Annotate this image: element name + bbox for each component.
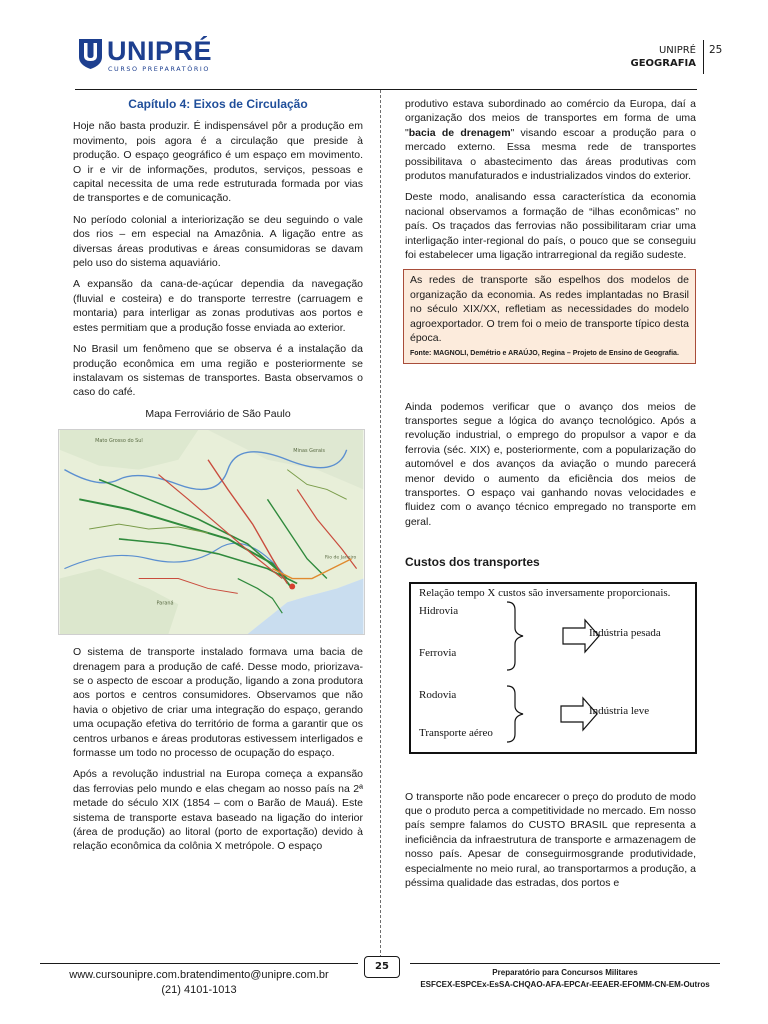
callout-text: As redes de transporte são espelhos dos modelos de organização da economia. As redes implantadas no Brasil no século XIX/XX, refletiam as necessidades do modelo agroexportador. O trem foi o meio de transporte típico desta época. [410, 274, 689, 345]
callout-source: Fonte: MAGNOLI, Demétrio e ARAÚJO, Regina – Projeto de Ensino de Geografia. [410, 349, 679, 357]
paragraph: No Brasil um fenômeno que se observa é a instalação da produção econômica em uma região e posteriormente se instalavam os sistemas de transportes. Basta observamos o caso do café. [73, 343, 363, 399]
map-label: Paraná [156, 600, 174, 607]
diagram-title: Relação tempo X custos são inversamente proporcionais. [419, 586, 671, 599]
paragraph: A expansão da cana-de-açúcar dependia da navegação (fluvial e costeira) e do transporte terrestre (carruagem e montaria) para interligar as zonas produtivas aos portos e estes permitiam que a produção fosse enviada ao exterior. [73, 278, 363, 334]
logo-subtitle: CURSO PREPARATÓRIO [108, 65, 210, 73]
footer-prep: Preparatório para Concursos Militares [492, 968, 638, 977]
paragraph: Deste modo, analisando essa característica da economia nacional observamos a formação de “ilhas econômicas” no país. Os traçados das ferrovias não possibilitaram criar uma interligação inter-regional do país, o pouco que se conseguiu foi estabelecer uma ligação intrarregional da região sudeste. [405, 191, 696, 262]
map-label: Mato Grosso do Sul [95, 438, 143, 445]
footer-rule-right [410, 963, 720, 964]
paragraph: Após a revolução industrial na Europa começa a expansão das ferrovias pelo mundo e elas chegam ao nosso país na 2ª metade do século XIX (1854 – com o Barão de Mauá). Este sistema de transporte estava baseado na ligação do interior (área de produção) ao litoral (porto de exportação) devido à relação econômica da colônia X metrópole. O espaço [73, 768, 363, 853]
footer-rule-left [40, 963, 358, 964]
column-divider [380, 90, 381, 958]
paragraph [405, 97, 696, 183]
header-page-number: 25 [709, 44, 723, 56]
footer-website[interactable]: www.cursounipre.com.bratendimento@unipre.com.br [69, 969, 329, 981]
header-rule [75, 89, 697, 90]
header-divider [703, 40, 704, 74]
unipre-logo [78, 38, 238, 80]
right-column [405, 97, 696, 897]
paragraph: O transporte não pode encarecer o preço do produto de modo que o produto perca a competitividade no mercado. Em nosso país sempre falamos do CUSTO BRASIL que representa a ineficiência da infraestrutura de transporte e armazenagem de nosso país. Apesar de conseguirmosgrande produtividade, especialmente no meio rural, ao transportarmos a produção, a péssima qualidade das estradas, dos portos e [405, 790, 696, 889]
paragraph: Ainda podemos verificar que o avanço dos meios de transportes segue a lógica do avanço tecnológico. Após a revolução industrial, o emprego do propulsor a vapor e da ferrovia (séc. XIX) e, posteriormente, com a popularização do automóvel e dos avanços da aviação o mundo parecerá menor devido o aumento da eficiência dos meios de transportes. O espaço vai ganhando novas velocidades e fluidez com o avanço técnico empregado no transporte em geral. [405, 400, 696, 528]
diagram-label-industria-leve: Indústria leve [589, 704, 650, 717]
paragraph: O sistema de transporte instalado formava uma bacia de drenagem para a produção de café. Desse modo, priorizava-se o aspecto de escoar a produção, ligando a zona produtora aos portos e centros consumidores. Observamos que não havia o objetivo de criar uma integração do espaço, gerando uma ocupação efetiva do território de forma a garantir que os centros urbanos e áreas produtoras estivessem interligados e formasse um todo no processo de ocupação do espaço. [73, 646, 363, 759]
footer-phone: (21) 4101-1013 [161, 984, 237, 996]
map-title: Mapa Ferroviário de São Paulo [145, 407, 291, 420]
header-brand: UNIPRÉ [658, 45, 696, 56]
diagram-label-industria-pesada: Indústria pesada [589, 626, 661, 639]
map-label: Minas Gerais [293, 447, 325, 454]
text-run: produtivo estava subordinado ao comércio da Europa, daí a organização dos meios de transportes em forma de uma " [405, 98, 696, 139]
diagram-label-transporte-aereo: Transporte aéreo [419, 726, 493, 739]
left-column [73, 97, 363, 861]
railway-map-image [58, 429, 365, 635]
text-run: " visando escoar a produção para o mercado externo. Essa mesma rede de transportes possibilitava o abastecimento das áreas produtivas com produtos manufaturados e industrializados vindos do exterior. [405, 126, 697, 183]
map-label: Rio de Janeiro [324, 555, 357, 561]
callout-box [403, 269, 696, 363]
chapter-title: Capítulo 4: Eixos de Circulação [128, 97, 308, 111]
header-meta [631, 44, 696, 70]
diagram-label-hidrovia: Hidrovia [419, 604, 459, 617]
diagram-label-rodovia: Rodovia [419, 688, 457, 701]
diagram-label-ferrovia: Ferrovia [419, 646, 457, 659]
shield-logo-icon [78, 38, 103, 70]
transport-cost-diagram [409, 582, 697, 754]
paragraph: Hoje não basta produzir. É indispensável pôr a produção em movimento, pois agora é a circulação que preside à produção. O espaço geográfico é um espaço em movimento. O ir e vir de informações, produtos, serviços, pessoas e capital necessita de uma rede estruturada formada por vias de transportes e de comunicação. [73, 120, 363, 205]
paragraph: No período colonial a interiorização se deu seguindo o vale dos rios – em especial na Amazônia. A ligação entre as diversas áreas produtivas e áreas consumidoras se davam pelo uso do sistema aquaviário. [73, 213, 363, 270]
footer-exams: ESFCEX-ESPCEx-EsSA-CHQAO-AFA-EPCAr-EEAER-EFOMM-CN-EM-Outros [420, 980, 710, 989]
bold-term: bacia de drenagem [408, 126, 511, 139]
header-subject: GEOGRAFIA [630, 58, 696, 69]
footer-page-number: 25 [364, 956, 400, 978]
footer-contact [40, 968, 358, 998]
section-heading: Custos dos transportes [405, 555, 540, 570]
footer-info [410, 967, 720, 991]
logo-wordmark: UNIPRÉ [107, 36, 213, 66]
